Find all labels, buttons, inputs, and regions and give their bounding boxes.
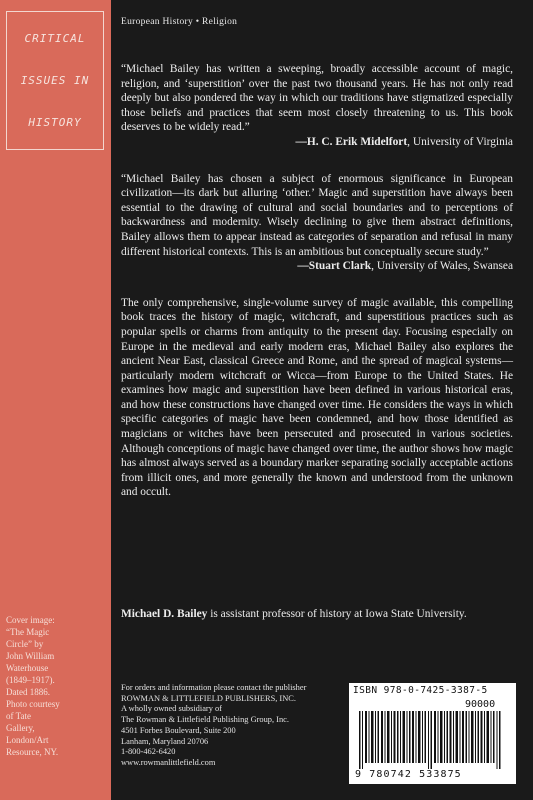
- book-description: The only comprehensive, single-volume survey of magic available, this compelling book traces the history of magic, witchcraft, and superstitious practices such as popular spells or charms from antiquity to the present day. Focusing especially on Europe in the medieval and early modern eras, Michael Bailey also explores the ancient Near East, classical Greece and Rome, and the spread of magical systems—particularly modern witchcraft or Wicca—from Europe to the United States. He examines how magic and superstition have been defined in various historical eras, and how these constructions have changed over time. He considers the ways in which specific categories of magic have been condemned, and how those identified as magicians or witches have been persecuted and prosecuted in various societies. Although conceptions of magic have changed over time, the author shows how magic has almost always served as a boundary marker separating socially acceptable actions from illicit ones, and more generally the known and understood from the unknown and occult.: [121, 296, 513, 499]
- series-title-line: HISTORY: [28, 115, 82, 129]
- publisher-line: ROWMAN & LITTLEFIELD PUBLISHERS, INC.: [121, 693, 296, 703]
- price-code: 90000: [465, 699, 496, 710]
- credit-line: London/Art: [6, 735, 49, 745]
- credit-line: of Tate: [6, 711, 31, 721]
- credit-line: Dated 1886.: [6, 687, 50, 697]
- back-cover-text: [121, 62, 513, 511]
- publisher-line: 4501 Forbes Boulevard, Suite 200: [121, 725, 236, 735]
- publisher-line: A wholly owned subsidiary of: [121, 704, 222, 714]
- publisher-info: [121, 683, 351, 769]
- publisher-line: For orders and information please contact the publisher: [121, 683, 307, 692]
- author-bio-text: is assistant professor of history at Iowa State University.: [207, 608, 467, 620]
- series-title-line: ISSUES IN: [20, 73, 90, 87]
- publisher-line: Lanham, Maryland 20706: [121, 736, 209, 746]
- series-title-box: [6, 11, 104, 150]
- author-name: Michael D. Bailey: [121, 608, 208, 620]
- subject-category: European History • Religion: [121, 17, 238, 27]
- endorsement-quote: “Michael Bailey has written a sweeping, broadly accessible account of magic, religion, and ‘superstition’ over the past two thousand years. He has not only read deeply but also pondered the way in which our traditions have stigmatized especially those beliefs and practices that seem most closely threatening to us. This book deserves to be widely read.”: [121, 63, 513, 134]
- cover-image-credit: [6, 614, 92, 758]
- endorsement-quote: “Michael Bailey has chosen a subject of enormous significance in European civilization—its dark but alluring ‘other.’ Magic and superstition have always been essential to the drawing of cultural and social boundaries and to perceptions of backwardness and modernity. Wisely declining to give them abstract definitions, Bailey allows them to appear instead as categories of separation and refusal in many different historical contexts. This is an ambitious but conceptually secure study.”: [121, 172, 513, 258]
- barcode-icon: [357, 711, 509, 769]
- credit-line: Circle” by: [6, 639, 44, 649]
- series-sidebar: [0, 0, 111, 800]
- credit-line: “The Magic: [6, 627, 50, 637]
- credit-line: John William: [6, 651, 55, 661]
- credit-line: Waterhouse: [6, 663, 49, 673]
- endorsement-attribution: [121, 135, 513, 150]
- publisher-website: www.rowmanlittlefield.com: [121, 757, 216, 767]
- endorsement-attribution: [121, 259, 513, 274]
- endorser-name: —H. C. Erik Midelfort: [295, 135, 408, 148]
- credit-line: (1849–1917).: [6, 675, 55, 685]
- credit-line: Photo courtesy: [6, 699, 60, 709]
- endorser-name: —Stuart Clark: [297, 260, 372, 273]
- isbn-barcode: [349, 683, 516, 784]
- endorser-affiliation: , University of Wales, Swansea: [371, 260, 513, 273]
- barcode-digits: 9 780742 533875: [355, 769, 462, 780]
- author-bio: [121, 607, 513, 622]
- credit-line: Resource, NY.: [6, 747, 59, 757]
- series-title-line: CRITICAL: [24, 32, 86, 46]
- credit-line: Gallery,: [6, 723, 35, 733]
- credit-line: Cover image:: [6, 615, 55, 625]
- publisher-line: 1-800-462-6420: [121, 747, 176, 757]
- endorser-affiliation: , University of Virginia: [407, 135, 513, 148]
- publisher-line: The Rowman & Littlefield Publishing Group, Inc.: [121, 715, 289, 725]
- isbn-number: ISBN 978-0-7425-3387-5: [353, 685, 488, 696]
